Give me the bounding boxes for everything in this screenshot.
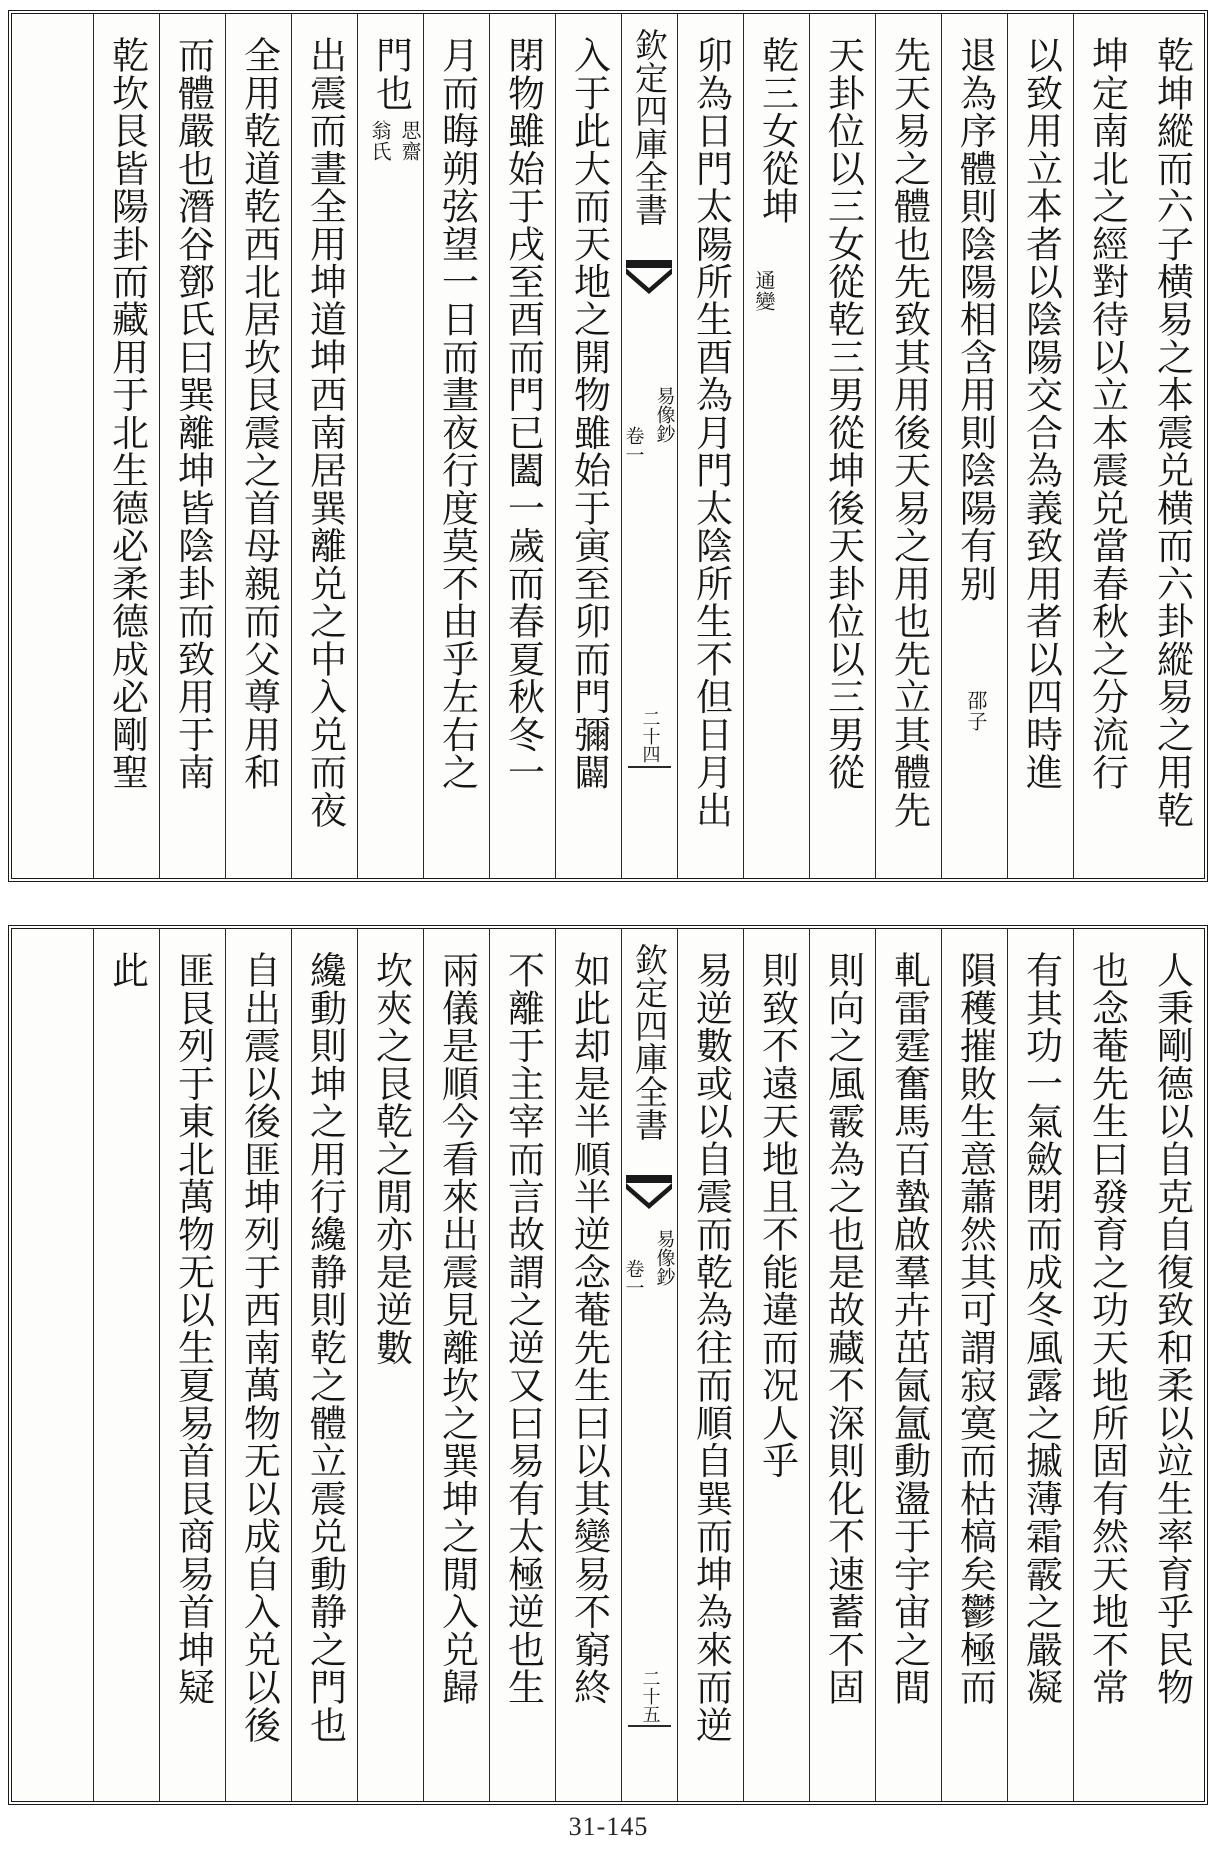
fold-volume-info xyxy=(621,386,679,464)
text-column xyxy=(489,929,555,1801)
blank-column xyxy=(12,929,93,1801)
column-text: 卯為日門太陽所生酉為月門太陰所生不但日月出 xyxy=(689,36,733,829)
column-text: 月而晦朔弦望一日而晝夜行度莫不由乎左右之 xyxy=(435,36,479,791)
text-column xyxy=(941,14,1007,878)
text-column xyxy=(93,14,159,878)
column-text: 乾坎艮皆陽卦而藏用于北生德必柔德成必剛聖 xyxy=(105,36,149,791)
text-column xyxy=(875,14,941,878)
book-name: 易像鈔 xyxy=(653,1229,676,1286)
text-column xyxy=(555,929,621,1801)
column-text: 隕穫摧敗生意蕭然其可謂寂寞而枯槁矣鬱極而 xyxy=(953,951,997,1706)
column-text: 自出震以後匪坤列于西南萬物无以成自入兑以後 xyxy=(237,951,281,1744)
text-column xyxy=(809,14,875,878)
text-column xyxy=(93,929,159,1801)
book-series-title: 欽定四庫全書 xyxy=(630,943,669,1141)
text-column xyxy=(489,14,555,878)
column-text: 閉物雖始于戌至酉而門已闔一歲而春夏秋冬一 xyxy=(501,36,545,791)
column-text: 天卦位以三女從乾三男從坤後天卦位以三男從 xyxy=(821,36,865,791)
column-text: 以致用立本者以陰陽交合為義致用者以四時進 xyxy=(1019,36,1063,791)
text-column xyxy=(875,929,941,1801)
column-text: 全用乾道乾西北居坎艮震之首母親而父尊用和 xyxy=(237,36,281,791)
column-text: 匪艮列于東北萬物无以生夏易首艮商易首坤疑 xyxy=(171,951,215,1706)
text-column xyxy=(225,14,291,878)
attribution-note: 邵子 xyxy=(964,690,988,732)
attribution-note: 通變 xyxy=(752,270,776,312)
text-column xyxy=(225,929,291,1801)
text-column xyxy=(677,929,743,1801)
blank-column xyxy=(12,14,93,878)
text-column xyxy=(423,14,489,878)
column-text: 出震而晝全用坤道坤西南居巽離兑之中入兑而夜 xyxy=(303,36,347,829)
column-text: 不離于主宰而言故謂之逆又曰易有太極逆也生 xyxy=(501,951,545,1706)
text-column xyxy=(1139,929,1204,1801)
column-text: 坤定南北之經對待以立本震兑當春秋之分流行 xyxy=(1085,36,1129,791)
column-text: 乾三女從坤 xyxy=(755,36,799,225)
column-text: 而體嚴也潛谷鄧氏曰巽離坤皆陰卦而致用于南 xyxy=(171,36,215,791)
text-column xyxy=(1007,929,1073,1801)
fold-column xyxy=(621,14,677,878)
bottom-page xyxy=(8,925,1208,1805)
column-text: 則向之風霰為之也是故藏不深則化不速蓄不固 xyxy=(821,951,865,1706)
column-text: 退為序體則陰陽相含用則陰陽有别 xyxy=(953,36,997,603)
column-text: 軋雷霆奮馬百蟄啟羣卉茁氤氲動盪于宇宙之間 xyxy=(887,951,931,1706)
text-column xyxy=(1007,14,1073,878)
text-column xyxy=(291,14,357,878)
column-text: 也念菴先生曰發育之功天地所固有然天地不常 xyxy=(1085,951,1129,1706)
column-text: 先天易之體也先致其用後天易之用也先立其體先 xyxy=(887,36,931,829)
volume-label: 卷一 xyxy=(622,1259,645,1297)
text-column xyxy=(743,929,809,1801)
leaf-number: 二十四 xyxy=(639,709,661,763)
column-text: 此 xyxy=(105,951,149,989)
column-text: 人秉剛德以自克自復致和柔以竝生率育乎民物 xyxy=(1150,951,1194,1706)
text-column xyxy=(555,14,621,878)
text-column xyxy=(357,929,423,1801)
fold-rule xyxy=(628,1725,671,1727)
fishtail-mark xyxy=(626,1175,672,1211)
fishtail-mark xyxy=(626,260,672,296)
column-text: 纔動則坤之用行纔静則乾之體立震兑動静之門也 xyxy=(303,951,347,1744)
text-column xyxy=(357,14,423,878)
text-column xyxy=(159,929,225,1801)
text-column xyxy=(291,929,357,1801)
column-text: 如此却是半順半逆念菴先生曰以其變易不窮終 xyxy=(567,951,611,1706)
volume-label: 卷一 xyxy=(622,426,645,464)
text-column xyxy=(423,929,489,1801)
fold-volume-info xyxy=(621,1229,679,1297)
attribution-note: 翁氏 xyxy=(368,120,392,162)
text-column xyxy=(1139,14,1204,878)
fold-column xyxy=(621,929,677,1801)
text-column xyxy=(743,14,809,878)
leaf-number: 二十五 xyxy=(639,1669,661,1723)
book-series-title: 欽定四庫全書 xyxy=(630,28,669,226)
text-column xyxy=(1073,14,1139,878)
text-column xyxy=(159,14,225,878)
top-page xyxy=(8,10,1208,882)
text-column xyxy=(941,929,1007,1801)
text-column xyxy=(1073,929,1139,1801)
page-number: 31-145 xyxy=(568,1812,649,1841)
column-text: 坎夾之艮乾之閒亦是逆數 xyxy=(369,951,413,1367)
book-name: 易像鈔 xyxy=(653,386,676,443)
column-text: 有其功一氣斂閉而成冬風露之摵薄霜霰之嚴凝 xyxy=(1019,951,1063,1706)
text-column xyxy=(809,929,875,1801)
fold-rule xyxy=(628,766,671,768)
column-text: 則致不遠天地且不能違而况人乎 xyxy=(755,951,799,1480)
column-text: 乾坤縱而六子横易之本震兑横而六卦縱易之用乾 xyxy=(1150,36,1194,829)
column-text: 兩儀是順今看來出震見離坎之巽坤之閒入兑歸 xyxy=(435,951,479,1706)
text-column xyxy=(677,14,743,878)
attribution-note: 思齋 xyxy=(398,120,422,162)
column-text: 入于此大而天地之開物雖始于寅至卯而門彌闢 xyxy=(567,36,611,791)
column-text: 易逆數或以自震而乾為往而順自巽而坤為來而逆 xyxy=(689,951,733,1744)
column-text: 門也 xyxy=(369,36,413,112)
